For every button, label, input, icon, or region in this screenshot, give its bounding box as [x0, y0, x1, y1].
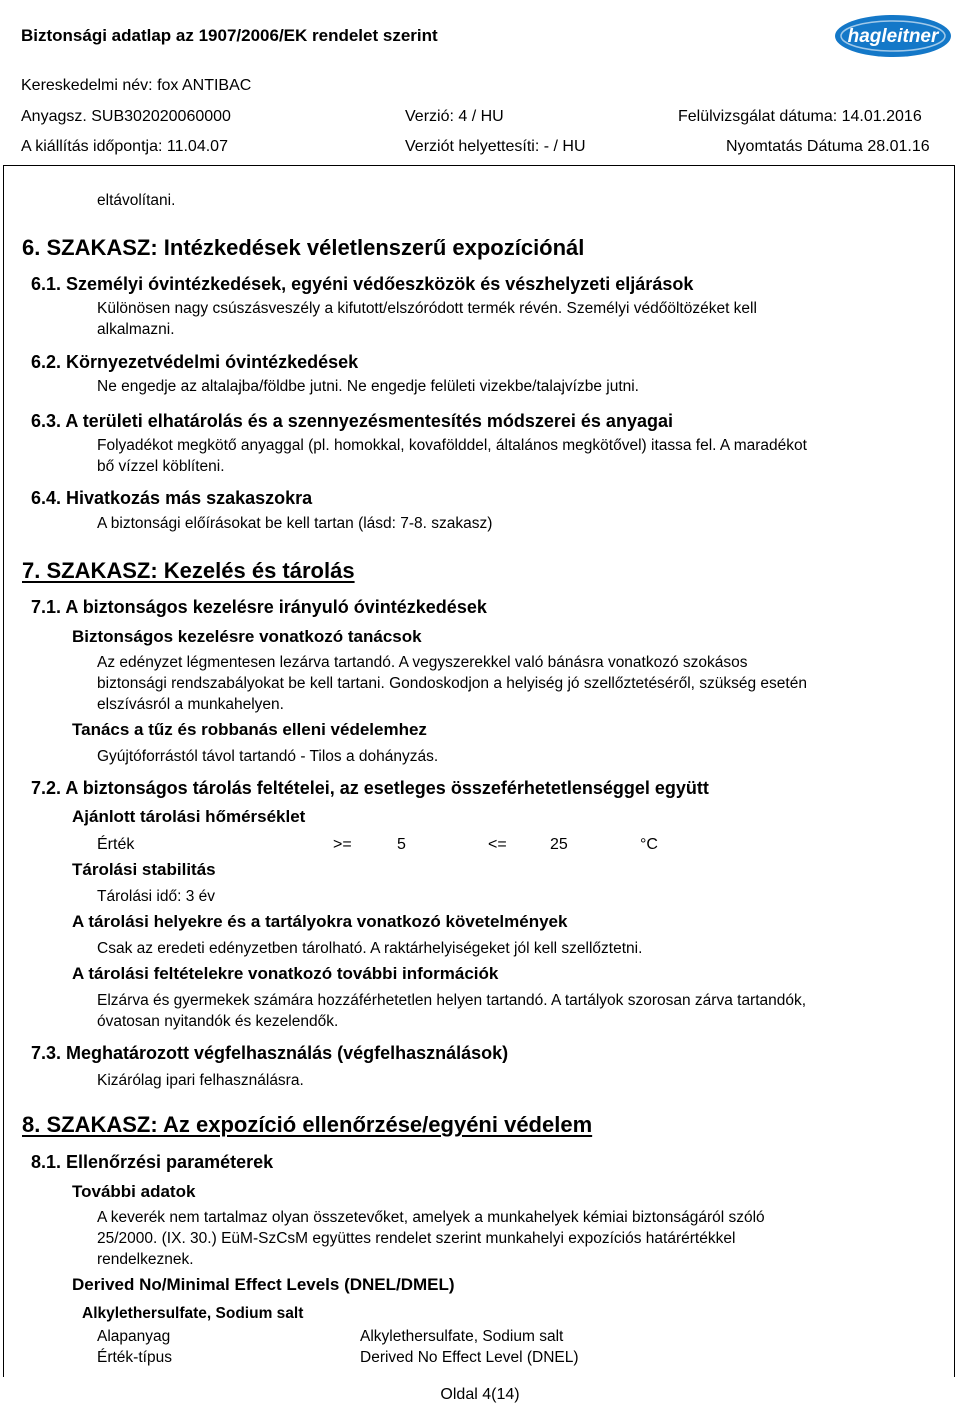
text-line: Kizárólag ipari felhasználásra.	[97, 1072, 304, 1089]
temperature-le: <=	[488, 836, 507, 853]
subsection-6-2-title: 6.2. Környezetvédelmi óvintézkedések	[31, 352, 359, 372]
replaces-version: Verziót helyettesíti: - / HU	[405, 138, 586, 155]
temperature-unit: °C	[640, 836, 658, 853]
trade-name: Kereskedelmi név: fox ANTIBAC	[21, 77, 252, 94]
subsection-8-1-title: 8.1. Ellenőrzési paraméterek	[31, 1152, 274, 1172]
text-line: Különösen nagy csúszásveszély a kifutott/elszóródott termék révén. Személyi védőöltözéket kell	[97, 300, 757, 317]
temperature-min: 5	[397, 836, 406, 853]
base-substance-label: Alapanyag	[97, 1328, 171, 1345]
text-line: elszívásról a munkahelyen.	[97, 696, 284, 713]
subsection-6-1-title: 6.1. Személyi óvintézkedések, egyéni védőeszközök és vészhelyzeti eljárások	[31, 274, 694, 294]
heading-handling-advice: Biztonságos kezelésre vonatkozó tanácsok	[72, 627, 422, 646]
page-number: Oldal 4(14)	[440, 1386, 520, 1403]
subsection-7-2-title: 7.2. A biztonságos tárolás feltételei, az esetleges összeférhetetlenséggel együtt	[31, 778, 709, 798]
base-substance-value: Alkylethersulfate, Sodium salt	[360, 1328, 564, 1345]
logo-text: hagleitner	[847, 26, 939, 47]
text-line: Az edényzet légmentesen lezárva tartandó. A vegyszerekkel való bánásra vonatkozó szokásos	[97, 654, 748, 671]
heading-further-data: További adatok	[72, 1182, 196, 1201]
heading-storage-requirements: A tárolási helyekre és a tartályokra vonatkozó követelmények	[72, 912, 568, 931]
text-line: Csak az eredeti edényzetben tárolható. A raktárhelyiségeket jól kell szellőztetni.	[97, 940, 643, 957]
value-type-label: Érték-típus	[97, 1349, 172, 1366]
text-line: Elzárva és gyermekek számára hozzáférhetetlen helyen tartandó. A tartályok szorosan zárva tartandók,	[97, 992, 807, 1009]
material-number: Anyagsz. SUB302020060000	[21, 108, 231, 125]
document-title: Biztonsági adatlap az 1907/2006/EK rendelet szerint	[21, 26, 438, 45]
document-header	[0, 0, 960, 165]
revision-date: Felülvizsgálat dátuma: 14.01.2016	[678, 108, 922, 125]
text-line: Tárolási idő: 3 év	[97, 888, 216, 905]
heading-dnel-dmel: Derived No/Minimal Effect Levels (DNEL/DMEL)	[72, 1275, 455, 1294]
substance-name: Alkylethersulfate, Sodium salt	[82, 1305, 304, 1322]
text-line: alkalmazni.	[97, 321, 175, 338]
text-line: Folyadékot megkötő anyaggal (pl. homokkal, kovafölddel, általános megkötővel) itassa fel. A maradékot	[97, 437, 807, 454]
print-date: Nyomtatás Dátuma 28.01.16	[726, 138, 930, 155]
subsection-7-1-title: 7.1. A biztonságos kezelésre irányuló óvintézkedések	[31, 597, 487, 617]
temperature-max: 25	[550, 836, 568, 853]
heading-fire-protection: Tanács a tűz és robbanás elleni védelemhez	[72, 720, 427, 739]
hagleitner-logo	[834, 14, 952, 58]
subsection-6-4-title: 6.4. Hivatkozás más szakaszokra	[31, 488, 313, 508]
text-line: bő vízzel köblíteni.	[97, 458, 225, 475]
heading-storage-stability: Tárolási stabilitás	[72, 860, 216, 879]
subsection-6-3-title: 6.3. A területi elhatárolás és a szennyezésmentesítés módszerei és anyagai	[31, 411, 673, 431]
text-line: rendelkeznek.	[97, 1251, 194, 1268]
heading-storage-further-info: A tárolási feltételekre vonatkozó további információk	[72, 964, 499, 983]
issue-date: A kiállítás időpontja: 11.04.07	[21, 138, 228, 155]
text-line: 25/2000. (IX. 30.) EüM-SzCsM együttes rendelet szerint munkahelyi expozíciós határértékkel	[97, 1230, 736, 1247]
text-line: biztonsági rendszabályokat be kell tartani. Gondoskodjon a helyiség jó szellőztetéséről, szükség esetén	[97, 675, 807, 692]
value-type-value: Derived No Effect Level (DNEL)	[360, 1349, 579, 1366]
text-line: A biztonsági előírásokat be kell tartan (lásd: 7-8. szakasz)	[97, 515, 493, 532]
text-line: A keverék nem tartalmaz olyan összetevőket, amelyek a munkahelyek kémiai biztonságáról szóló	[97, 1209, 765, 1226]
text-line: óvatosan nyitandók és kezelendők.	[97, 1013, 339, 1030]
section-6-title: 6. SZAKASZ: Intézkedések véletlenszerű expozíciónál	[22, 235, 585, 260]
subsection-7-3-title: 7.3. Meghatározott végfelhasználás (végfelhasználások)	[31, 1043, 509, 1063]
carry-over-text: eltávolítani.	[97, 192, 176, 209]
text-line: Ne engedje az altalajba/földbe jutni. Ne engedje felületi vizekbe/talajvízbe jutni.	[97, 378, 639, 395]
temperature-ge: >=	[333, 836, 352, 853]
section-7-title: 7. SZAKASZ: Kezelés és tárolás	[22, 558, 355, 583]
temperature-label: Érték	[97, 836, 135, 853]
section-8-title: 8. SZAKASZ: Az expozíció ellenőrzése/egyéni védelem	[22, 1112, 593, 1137]
heading-storage-temperature: Ajánlott tárolási hőmérséklet	[72, 807, 306, 826]
version: Verzió: 4 / HU	[405, 108, 504, 125]
text-line: Gyújtóforrástól távol tartandó - Tilos a dohányzás.	[97, 748, 439, 765]
